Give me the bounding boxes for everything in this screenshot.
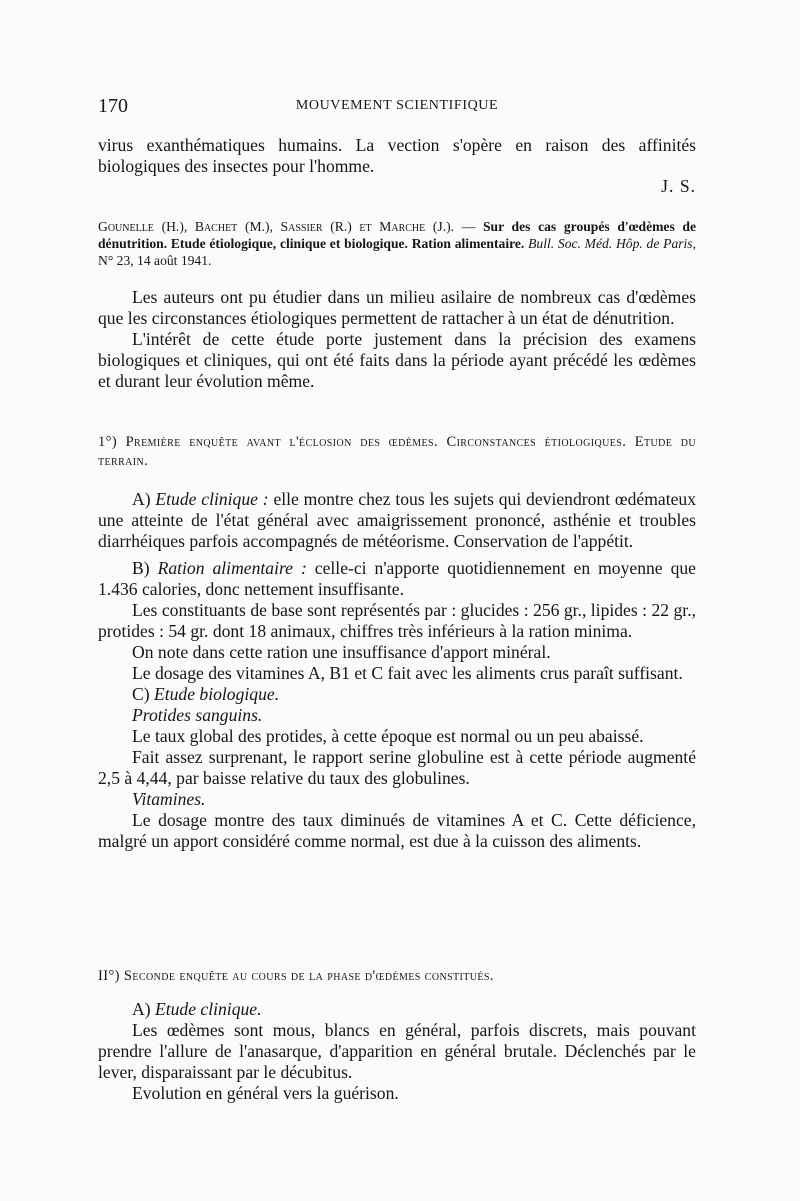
citation-ref: N° 23, 14 août 1941. bbox=[98, 253, 212, 268]
section-1-body bbox=[98, 489, 696, 852]
section-2-title: Seconde enquête au cours de la phase d'œdèmes constitués. bbox=[123, 968, 494, 984]
section-2-a-title: Etude clinique. bbox=[154, 999, 262, 1019]
section-1-c-paragraph bbox=[98, 684, 696, 705]
body-paragraph-2: L'intérêt de cette étude porte justement dans la précision des examens biologiques et cliniques, qui ont été faits dans la période ayant précédé les œdèmes et durant leur évolution même. bbox=[98, 329, 696, 391]
citation-title: Sur des cas groupés d'œdèmes de dénutrition. Etude étiologique, clinique et biologique. Ration alimentaire. bbox=[98, 219, 697, 251]
protides-paragraph: Le taux global des protides, à cette époque est normal ou un peu abaissé. bbox=[132, 726, 644, 746]
section-2-number: II°) bbox=[98, 968, 120, 984]
body-block bbox=[98, 287, 696, 392]
mineral-paragraph: On note dans cette ration une insuffisance d'apport minéral. bbox=[132, 642, 551, 662]
section-1-a-label: A) bbox=[132, 489, 151, 509]
section-1-heading bbox=[98, 433, 696, 471]
section-1-a-title: Etude clinique : bbox=[155, 489, 269, 509]
section-2-a-paragraph bbox=[98, 999, 696, 1020]
rapport-paragraph: Fait assez surprenant, le rapport serine globuline est à cette période augmenté 2,5 à 4,44, par baisse relative du taux des globulines. bbox=[98, 747, 696, 788]
section-1-a-paragraph bbox=[98, 489, 696, 552]
page-number: 170 bbox=[98, 95, 128, 117]
section-1-a-text: elle montre chez tous les sujets qui deviendront œdémateux une atteinte de l'état général avec amaigrissement prononcé, asthénie et troubles diarrhéiques parfois accompagnés de météorisme. Conservation de l'appétit. bbox=[98, 489, 696, 551]
vitamines-paragraph: Le dosage des vitamines A, B1 et C fait avec les aliments crus paraît suffisant. bbox=[132, 663, 683, 683]
protides-subheading: Protides sanguins. bbox=[132, 705, 263, 725]
signature: J. S. bbox=[661, 176, 696, 196]
vitamines-subheading: Vitamines. bbox=[132, 789, 206, 809]
citation-authors: Gounelle (H.), Bachet (M.), Sassier (R.) et Marche (J.). bbox=[98, 219, 455, 234]
intro-paragraph: virus exanthématiques humains. La vection s'opère en raison des affinités biologiques des insectes pour l'homme. bbox=[98, 135, 696, 176]
oedemes-paragraph: Les œdèmes sont mous, blancs en général, parfois discrets, mais pouvant prendre l'allure de l'anasarque, d'apparition en général brutale. Déclenchés par le lever, disparaissant par le décubitus. bbox=[98, 1020, 696, 1082]
running-title: MOUVEMENT SCIENTIFIQUE bbox=[295, 98, 499, 113]
section-2-body bbox=[98, 999, 696, 1104]
section-2-heading bbox=[98, 967, 696, 986]
section-2-a-label: A) bbox=[132, 999, 151, 1019]
intro-block bbox=[98, 135, 696, 177]
dosage-paragraph: Le dosage montre des taux diminués de vitamines A et C. Cette déficience, malgré un apport considéré comme normal, est due à la cuisson des aliments. bbox=[98, 810, 696, 851]
section-1-c-title: Etude biologique. bbox=[154, 684, 280, 704]
constituants-paragraph: Les constituants de base sont représentés par : glucides : 256 gr., lipides : 22 gr., protides : 54 gr. dont 18 animaux, chiffres très inférieurs à la ration minima. bbox=[98, 600, 696, 641]
section-1-b-label: B) bbox=[132, 558, 150, 578]
section-1-b-title: Ration alimentaire : bbox=[157, 558, 307, 578]
section-1-title: Première enquête avant l'éclosion des œdèmes. Circonstances étiologiques. Etude du terrain. bbox=[98, 434, 696, 469]
page-header bbox=[98, 95, 696, 119]
section-1-b-text: celle-ci n'apporte quotidiennement en moyenne que 1.436 calories, donc nettement insuffisante. bbox=[98, 558, 696, 599]
evolution-paragraph: Evolution en général vers la guérison. bbox=[132, 1083, 399, 1103]
citation-journal: Bull. Soc. Méd. Hôp. de Paris, bbox=[528, 236, 696, 251]
section-1-b-paragraph bbox=[98, 558, 696, 600]
body-paragraph-1: Les auteurs ont pu étudier dans un milieu asilaire de nombreux cas d'œdèmes que les circonstances étiologiques permettent de rattacher à un état de dénutrition. bbox=[98, 287, 696, 328]
citation-dash: — bbox=[454, 219, 483, 234]
section-1-c-label: C) bbox=[132, 684, 150, 704]
citation bbox=[98, 218, 696, 269]
section-1-number: 1°) bbox=[98, 434, 118, 450]
